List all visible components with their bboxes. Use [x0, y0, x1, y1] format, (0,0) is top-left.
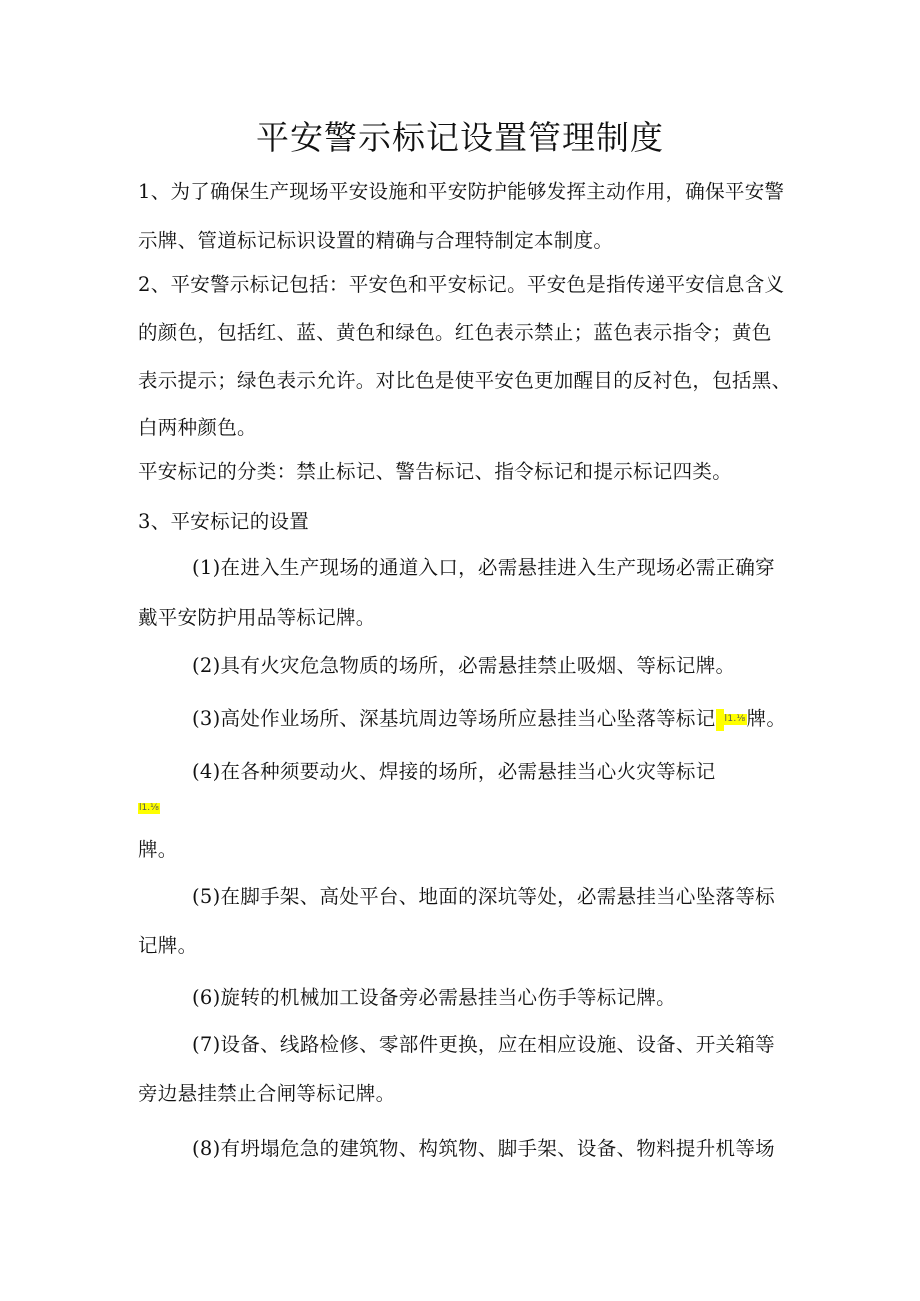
inline-mark: l1.⅛ [724, 714, 746, 724]
list-item-line [192, 704, 802, 734]
paragraph-line: 白两种颜色。 [138, 416, 257, 439]
highlight-mark [716, 709, 724, 731]
list-item-line: (4)在各种须要动火、焊接的场所，必需悬挂当心火灾等标记 [192, 760, 716, 783]
paragraph-line: 1、为了确保生产现场平安设施和平安防护能够发挥主动作用，确保平安警 [138, 180, 785, 203]
paragraph-line: 表示提示；绿色表示允许。对比色是使平安色更加醒目的反衬色，包括黑、 [138, 369, 792, 392]
list-item-line: 记牌。 [138, 934, 198, 957]
list-item-text: 牌。 [746, 707, 787, 730]
list-item-text: (3)高处作业场所、深基坑周边等场所应悬挂当心坠落等标记 [192, 707, 716, 730]
list-item-line: (6)旋转的机械加工设备旁必需悬挂当心伤手等标记牌。 [192, 986, 676, 1009]
document-title: 平安警示标记设置管理制度 [256, 118, 664, 157]
paragraph-line: 2、平安警示标记包括：平安色和平安标记。平安色是指传递平安信息含义 [138, 273, 785, 296]
list-item-line: 牌。 [138, 838, 178, 861]
section-heading: 3、平安标记的设置 [138, 510, 310, 533]
list-item-line: 旁边悬挂禁止合闸等标记牌。 [138, 1082, 396, 1105]
list-item-line: (8)有坍塌危急的建筑物、构筑物、脚手架、设备、物料提升机等场 [192, 1137, 775, 1160]
small-mark: l1.⅛ [139, 803, 159, 813]
paragraph-line: 平安标记的分类：禁止标记、警告标记、指令标记和提示标记四类。 [138, 460, 733, 483]
list-item-line: (2)具有火灾危急物质的场所，必需悬挂禁止吸烟、等标记牌。 [192, 654, 736, 677]
list-item-line: (1)在进入生产现场的通道入口，必需悬挂进入生产现场必需正确穿 [192, 556, 775, 579]
list-item-line: (5)在脚手架、高处平台、地面的深坑等处，必需悬挂当心坠落等标 [192, 885, 775, 908]
paragraph-line: 的颜色，包括红、蓝、黄色和绿色。红色表示禁止；蓝色表示指令；黄色 [138, 321, 772, 344]
list-item-line: (7)设备、线路检修、零部件更换，应在相应设施、设备、开关箱等 [192, 1033, 775, 1056]
paragraph-line: 示牌、管道标记标识设置的精确与合理特制定本制度。 [138, 229, 614, 252]
list-item-line: 戴平安防护用品等标记牌。 [138, 606, 376, 629]
